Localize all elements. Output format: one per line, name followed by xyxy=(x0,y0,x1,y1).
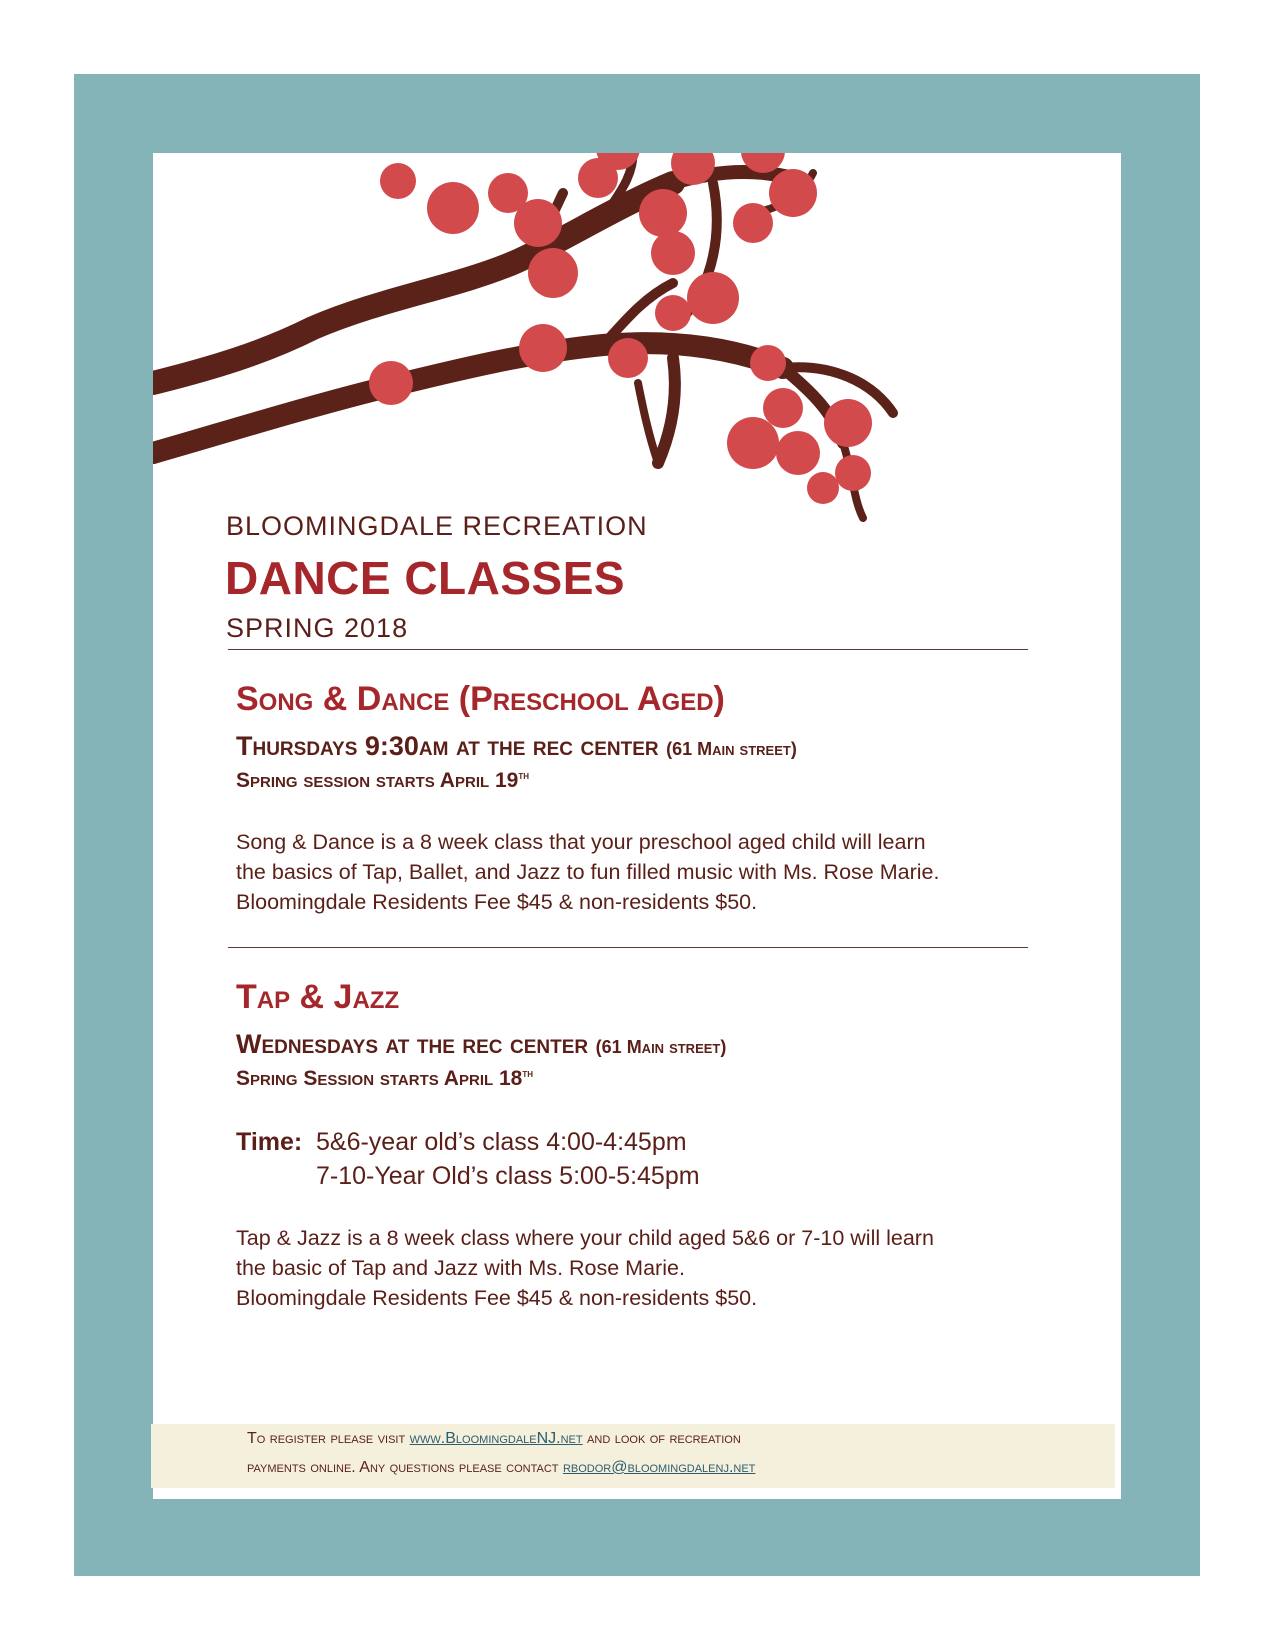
address-text: (61 Main street) xyxy=(595,1037,727,1057)
section-song-dance-schedule xyxy=(236,731,797,762)
email-link[interactable]: rbodor@bloomingdalenj.net xyxy=(562,1459,756,1476)
start-date-text: Spring session starts April 19 xyxy=(236,769,519,792)
start-date-text: Spring Session starts April 18 xyxy=(236,1067,523,1090)
time-label: Time: xyxy=(236,1128,303,1156)
registration-footer xyxy=(151,1424,1115,1488)
schedule-text: Wednesdays at the rec center xyxy=(236,1029,589,1059)
footer-text: To register please visit xyxy=(247,1430,410,1447)
section-tap-jazz-title: Tap & Jazz xyxy=(236,978,400,1016)
description-line: Bloomingdale Residents Fee $45 & non-residents $50. xyxy=(236,890,758,914)
season-label: SPRING 2018 xyxy=(226,613,409,643)
description-line: the basic of Tap and Jazz with Ms. Rose Marie. xyxy=(236,1256,685,1280)
description-line: Tap & Jazz is a 8 week class where your child aged 5&6 or 7-10 will learn xyxy=(236,1226,934,1250)
class-time-7-10: 7-10-Year Old’s class 5:00-5:45pm xyxy=(316,1162,700,1190)
description-line: Bloomingdale Residents Fee $45 & non-residents $50. xyxy=(236,1286,758,1310)
description-line: Song & Dance is a 8 week class that your preschool aged child will learn xyxy=(236,830,926,854)
schedule-text: Thursdays 9:30am at the rec center xyxy=(236,731,659,761)
website-link[interactable]: www.BloomingdaleNJ.net xyxy=(409,1430,583,1447)
address-text: (61 Main street) xyxy=(666,739,797,759)
ordinal-suffix: th xyxy=(518,768,530,782)
divider xyxy=(228,947,1028,948)
organization-name: BLOOMINGDALE RECREATION xyxy=(226,511,648,541)
section-song-dance-title: Song & Dance (Preschool Aged) xyxy=(236,680,725,718)
section-song-dance-description xyxy=(236,827,1016,917)
flyer-page xyxy=(153,153,1121,1499)
section-song-dance-start-date xyxy=(236,768,529,793)
footer-line-contact xyxy=(247,1459,755,1477)
flyer-title: DANCE CLASSES xyxy=(225,552,626,604)
class-time-5-6: 5&6-year old’s class 4:00-4:45pm xyxy=(316,1128,687,1156)
description-line: the basics of Tap, Ballet, and Jazz to fun filled music with Ms. Rose Marie. xyxy=(236,860,940,884)
footer-line-register xyxy=(247,1430,741,1448)
footer-text: payments online. Any questions please contact xyxy=(247,1459,563,1476)
section-tap-jazz-schedule xyxy=(236,1029,726,1060)
section-tap-jazz-start-date xyxy=(236,1066,533,1091)
ordinal-suffix: th xyxy=(522,1066,534,1080)
cherry-blossom-branch-illustration xyxy=(153,153,1121,573)
divider xyxy=(228,649,1028,650)
footer-text: and look of recreation xyxy=(582,1430,741,1447)
section-tap-jazz-description xyxy=(236,1223,1016,1313)
